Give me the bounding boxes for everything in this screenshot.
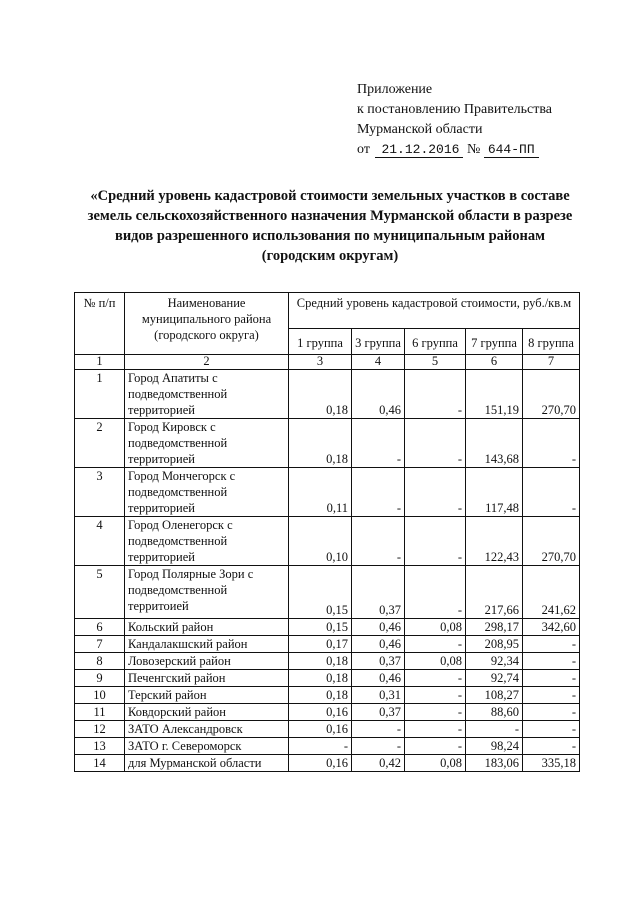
row-district-name: Город Кировск с подведомственной территорией xyxy=(125,419,289,468)
index-cell: 2 xyxy=(125,355,289,370)
row-value-group-5: - xyxy=(523,653,580,670)
title-line-1: «Средний уровень кадастровой стоимости земельных участков в составе xyxy=(90,188,570,204)
row-value-group-1: 0,18 xyxy=(289,370,352,419)
row-value-group-5: 270,70 xyxy=(523,370,580,419)
row-value-group-3: 0,08 xyxy=(405,755,466,772)
row-value-group-1: 0,10 xyxy=(289,517,352,566)
row-value-group-1: - xyxy=(289,738,352,755)
table-row xyxy=(75,468,580,517)
row-district-name: Город Оленегорск с подведомственной территорией xyxy=(125,517,289,566)
appendix-block xyxy=(357,80,552,160)
row-value-group-4: 122,43 xyxy=(466,517,523,566)
row-value-group-2: - xyxy=(352,738,405,755)
row-value-group-4: 92,34 xyxy=(466,653,523,670)
row-value-group-1: 0,15 xyxy=(289,619,352,636)
row-value-group-3: - xyxy=(405,738,466,755)
appendix-date-line xyxy=(357,140,552,160)
row-value-group-3: - xyxy=(405,670,466,687)
row-value-group-1: 0,16 xyxy=(289,704,352,721)
row-value-group-2: 0,46 xyxy=(352,370,405,419)
row-value-group-3: - xyxy=(405,687,466,704)
index-cell: 3 xyxy=(289,355,352,370)
decree-number: 644-ПП xyxy=(484,143,539,158)
header-name: Наименование муниципального района (городского округа) xyxy=(125,293,289,355)
row-value-group-1: 0,18 xyxy=(289,687,352,704)
table-row xyxy=(75,687,580,704)
title-line-3: видов разрешенного использования по муниципальным районам xyxy=(114,228,546,244)
row-value-group-4: 143,68 xyxy=(466,419,523,468)
table-row xyxy=(75,670,580,687)
row-value-group-5: 241,62 xyxy=(523,566,580,619)
table-row xyxy=(75,721,580,738)
row-value-group-2: 0,31 xyxy=(352,687,405,704)
row-value-group-2: - xyxy=(352,721,405,738)
header-value: Средний уровень кадастровой стоимости, руб./кв.м xyxy=(289,293,580,329)
table-row xyxy=(75,636,580,653)
row-number: 8 xyxy=(75,653,125,670)
table-row xyxy=(75,704,580,721)
table-row xyxy=(75,517,580,566)
header-group-4: 7 группа xyxy=(466,329,523,355)
header-group-5: 8 группа xyxy=(523,329,580,355)
row-value-group-4: 208,95 xyxy=(466,636,523,653)
row-district-name: Город Полярные Зори с подведомственной территоией xyxy=(125,566,289,619)
row-value-group-1: 0,18 xyxy=(289,653,352,670)
table-row xyxy=(75,419,580,468)
table-row xyxy=(75,653,580,670)
header-group-2: 3 группа xyxy=(352,329,405,355)
row-value-group-2: 0,37 xyxy=(352,566,405,619)
row-value-group-2: 0,46 xyxy=(352,670,405,687)
row-district-name: Кольский район xyxy=(125,619,289,636)
from-label: от xyxy=(357,142,370,157)
row-value-group-3: - xyxy=(405,370,466,419)
row-value-group-2: 0,46 xyxy=(352,619,405,636)
row-number: 1 xyxy=(75,370,125,419)
row-district-name: Печенгский район xyxy=(125,670,289,687)
header-group-3: 6 группа xyxy=(405,329,466,355)
row-number: 14 xyxy=(75,755,125,772)
header-num: № п/п xyxy=(75,293,125,355)
row-value-group-5: - xyxy=(523,419,580,468)
number-label: № xyxy=(466,142,481,157)
row-value-group-3: 0,08 xyxy=(405,619,466,636)
appendix-line-2: к постановлению Правительства xyxy=(357,102,553,117)
decree-date: 21.12.2016 xyxy=(375,143,463,158)
table-row xyxy=(75,370,580,419)
row-value-group-3: - xyxy=(405,636,466,653)
row-value-group-4: 88,60 xyxy=(466,704,523,721)
row-value-group-5: - xyxy=(523,738,580,755)
row-number: 7 xyxy=(75,636,125,653)
row-value-group-2: 0,37 xyxy=(352,704,405,721)
row-district-name: Город Апатиты с подведомственной территорией xyxy=(125,370,289,419)
row-value-group-1: 0,16 xyxy=(289,721,352,738)
row-value-group-3: - xyxy=(405,721,466,738)
row-value-group-3: - xyxy=(405,468,466,517)
row-value-group-5: - xyxy=(523,704,580,721)
row-value-group-5: - xyxy=(523,636,580,653)
title-line-2: земель сельскохозяйственного назначения Мурманской области в разрезе xyxy=(87,208,573,224)
row-number: 12 xyxy=(75,721,125,738)
cadastral-value-table xyxy=(74,292,580,772)
row-value-group-5: - xyxy=(523,721,580,738)
row-number: 2 xyxy=(75,419,125,468)
row-value-group-3: 0,08 xyxy=(405,653,466,670)
row-value-group-4: - xyxy=(466,721,523,738)
row-value-group-1: 0,17 xyxy=(289,636,352,653)
document-title xyxy=(60,186,600,266)
row-value-group-1: 0,18 xyxy=(289,419,352,468)
table-row xyxy=(75,738,580,755)
row-number: 13 xyxy=(75,738,125,755)
row-number: 9 xyxy=(75,670,125,687)
row-value-group-2: 0,42 xyxy=(352,755,405,772)
row-district-name: Кандалакшский район xyxy=(125,636,289,653)
row-value-group-5: - xyxy=(523,687,580,704)
row-value-group-1: 0,11 xyxy=(289,468,352,517)
table-row xyxy=(75,619,580,636)
row-value-group-1: 0,18 xyxy=(289,670,352,687)
row-number: 5 xyxy=(75,566,125,619)
title-line-4: (городским округам) xyxy=(261,248,399,264)
row-value-group-2: - xyxy=(352,517,405,566)
row-value-group-4: 108,27 xyxy=(466,687,523,704)
row-value-group-3: - xyxy=(405,419,466,468)
index-cell: 7 xyxy=(523,355,580,370)
index-cell: 4 xyxy=(352,355,405,370)
row-number: 6 xyxy=(75,619,125,636)
row-value-group-4: 183,06 xyxy=(466,755,523,772)
appendix-line-1: Приложение xyxy=(357,82,433,97)
row-value-group-5: 270,70 xyxy=(523,517,580,566)
row-value-group-5: - xyxy=(523,670,580,687)
row-value-group-2: 0,46 xyxy=(352,636,405,653)
table-row xyxy=(75,755,580,772)
row-district-name: для Мурманской области xyxy=(125,755,289,772)
index-cell: 6 xyxy=(466,355,523,370)
index-cell: 1 xyxy=(75,355,125,370)
row-number: 10 xyxy=(75,687,125,704)
row-number: 4 xyxy=(75,517,125,566)
row-district-name: ЗАТО г. Североморск xyxy=(125,738,289,755)
row-district-name: Ковдорский район xyxy=(125,704,289,721)
appendix-line-3: Мурманской области xyxy=(357,122,483,137)
row-number: 11 xyxy=(75,704,125,721)
row-district-name: Терский район xyxy=(125,687,289,704)
row-value-group-1: 0,16 xyxy=(289,755,352,772)
index-cell: 5 xyxy=(405,355,466,370)
table-row xyxy=(75,566,580,619)
row-value-group-4: 151,19 xyxy=(466,370,523,419)
row-number: 3 xyxy=(75,468,125,517)
row-value-group-2: - xyxy=(352,419,405,468)
row-value-group-4: 98,24 xyxy=(466,738,523,755)
row-value-group-2: - xyxy=(352,468,405,517)
row-value-group-2: 0,37 xyxy=(352,653,405,670)
row-value-group-4: 217,66 xyxy=(466,566,523,619)
row-value-group-5: - xyxy=(523,468,580,517)
row-value-group-4: 92,74 xyxy=(466,670,523,687)
row-value-group-4: 117,48 xyxy=(466,468,523,517)
row-value-group-3: - xyxy=(405,704,466,721)
row-district-name: ЗАТО Александровск xyxy=(125,721,289,738)
row-district-name: Ловозерский район xyxy=(125,653,289,670)
row-value-group-5: 342,60 xyxy=(523,619,580,636)
row-value-group-5: 335,18 xyxy=(523,755,580,772)
row-value-group-3: - xyxy=(405,566,466,619)
row-district-name: Город Мончегорск с подведомственной территорией xyxy=(125,468,289,517)
row-value-group-3: - xyxy=(405,517,466,566)
row-value-group-1: 0,15 xyxy=(289,566,352,619)
row-value-group-4: 298,17 xyxy=(466,619,523,636)
header-group-1: 1 группа xyxy=(289,329,352,355)
